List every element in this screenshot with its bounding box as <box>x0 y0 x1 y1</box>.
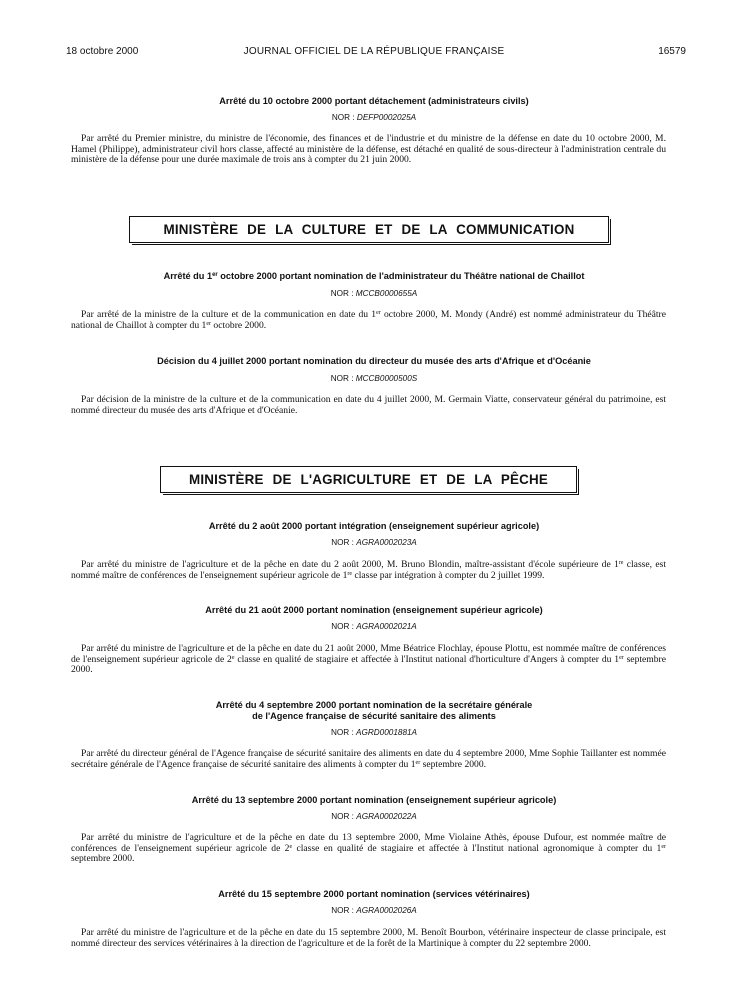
nor-reference <box>60 728 688 737</box>
act-body: Par arrêté de la ministre de la culture et de la communication en date du 1er octobre 2000, M. Mondy (André) est nommé administrateur du Théâtre national de Chaillot à compter du 1er octobre 2000. <box>71 309 666 331</box>
act-title: Arrêté du 13 septembre 2000 portant nomination (enseignement supérieur agricole) <box>191 795 557 805</box>
nor-label: NOR : <box>331 622 354 631</box>
nor-reference <box>60 622 688 631</box>
nor-code: AGRA0002022A <box>356 812 417 821</box>
act-body: Par arrêté du directeur général de l'Agence française de sécurité sanitaire des aliments en date du 4 septembre 2000, Mme Sophie Taillanter est nommée secrétaire générale de l'Agence française de sécurité sanitaire des aliments à compter du 1er septembre 2000. <box>71 748 666 770</box>
nor-reference <box>60 289 688 298</box>
nor-label: NOR : <box>331 812 354 821</box>
nor-reference <box>60 538 688 547</box>
act-body: Par arrêté du Premier ministre, du ministre de l'économie, des finances et de l'industrie et du ministre de la défense en date du 10 octobre 2000, M. Hamel (Philippe), administrateur civil hors classe, affecté au ministère de la défense, est détaché en qualité de sous-directeur à l'administration centrale du ministère de la défense pour une durée maximale de trois ans à compter du 21 juin 2000. <box>71 133 666 166</box>
act-title: Arrêté du 10 octobre 2000 portant détachement (administrateurs civils) <box>219 96 529 106</box>
nor-code: AGRA0002023A <box>356 538 417 547</box>
nor-code: AGRD0001881A <box>356 728 418 737</box>
nor-label: NOR : <box>331 906 354 915</box>
ministry-heading-culture: MINISTÈRE DE LA CULTURE ET DE LA COMMUNICATION <box>129 216 609 243</box>
nor-label: NOR : <box>331 113 355 122</box>
act-body: Par décision de la ministre de la culture et de la communication en date du 4 juillet 2000, M. Germain Viatte, conservateur général du patrimoine, est nommé directeur du musée des arts d'Afrique et d'Océanie. <box>71 394 666 416</box>
nor-label: NOR : <box>331 538 354 547</box>
act-title: Arrêté du 21 août 2000 portant nomination (enseignement supérieur agricole) <box>205 605 543 615</box>
header-page-number: 16579 <box>658 46 686 57</box>
nor-label: NOR : <box>330 374 354 383</box>
nor-reference <box>60 113 688 122</box>
nor-label: NOR : <box>330 728 354 737</box>
act-title: Décision du 4 juillet 2000 portant nomination du directeur du musée des arts d'Afrique et d'Océanie <box>157 356 591 366</box>
header-journal-title: JOURNAL OFFICIEL DE LA RÉPUBLIQUE FRANÇAISE <box>243 46 505 57</box>
nor-code: MCCB0000500S <box>355 374 418 383</box>
nor-reference <box>60 812 688 821</box>
act-body: Par arrêté du ministre de l'agriculture et de la pêche en date du 2 août 2000, M. Bruno Blondin, maître-assistant d'école supérieure de 1re classe, est nommé maître de conférences de l'enseignement supérieur agricole de 1re classe par intégration à compter du 2 juillet 1999. <box>71 559 666 581</box>
act-title-line-1: Arrêté du 4 septembre 2000 portant nomination de la secrétaire générale <box>215 700 533 710</box>
act-title: Arrêté du 15 septembre 2000 portant nomination (services vétérinaires) <box>218 889 530 899</box>
nor-code: AGRA0002026A <box>356 906 417 915</box>
nor-label: NOR : <box>330 289 354 298</box>
nor-code: MCCB0000655A <box>355 289 418 298</box>
act-body: Par arrêté du ministre de l'agriculture et de la pêche en date du 15 septembre 2000, M. Benoît Bourbon, vétérinaire inspecteur de classe principale, est nommé directeur des services vétérinaires à la direction de l'agriculture et de la forêt de la Martinique à compter du 22 septembre 2000. <box>71 927 666 949</box>
ministry-heading-agriculture: MINISTÈRE DE L'AGRICULTURE ET DE LA PÊCHE <box>160 466 577 493</box>
nor-code: DEFP0002025A <box>356 113 417 122</box>
header-date: 18 octobre 2000 <box>66 46 139 57</box>
act-title: Arrêté du 1er octobre 2000 portant nomination de l'administrateur du Théâtre national de Chaillot <box>163 271 585 281</box>
act-body: Par arrêté du ministre de l'agriculture et de la pêche en date du 13 septembre 2000, Mme Violaine Athès, épouse Dufour, est nommée maître de conférences de l'enseignement supérieur agricole de 2e classe en qualité de stagiaire et affectée à l'Institut national agronomique à compter du 1er septembre 2000. <box>71 832 666 865</box>
nor-reference <box>60 906 688 915</box>
nor-code: AGRA0002021A <box>356 622 417 631</box>
nor-reference <box>60 374 688 383</box>
act-title: Arrêté du 2 août 2000 portant intégration (enseignement supérieur agricole) <box>208 521 540 531</box>
act-body: Par arrêté du ministre de l'agriculture et de la pêche en date du 21 août 2000, Mme Béatrice Flochlay, épouse Plottu, est nommée maître de conférences de l'enseignement supérieur agricole de 2e classe en qualité de stagiaire et affectée à l'Institut national d'horticulture d'Angers à compter du 1er septembre 2000. <box>71 643 667 676</box>
act-title-line-2: de l'Agence française de sécurité sanitaire des aliments <box>252 711 496 721</box>
